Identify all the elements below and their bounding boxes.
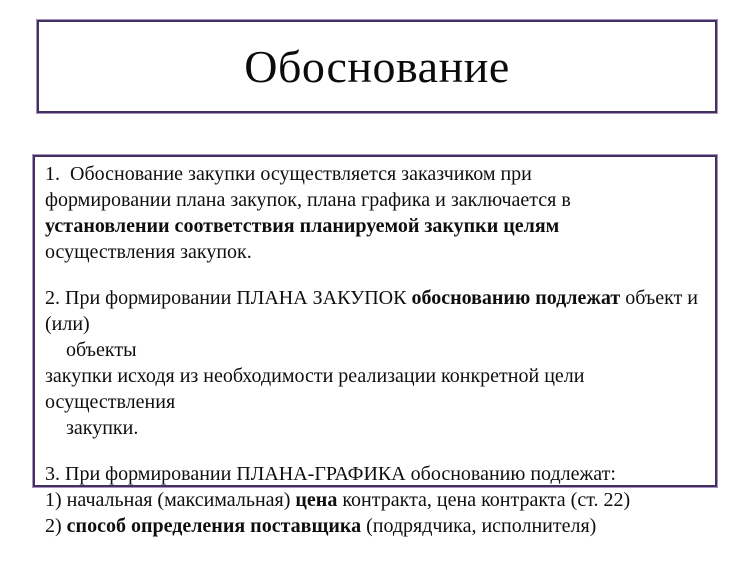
content-box — [33, 155, 717, 537]
text-run-bold: обоснованию подлежат — [411, 287, 621, 309]
text-run: закупки. — [66, 417, 139, 439]
text-run: 2. При формировании ПЛАНА ЗАКУПОК — [45, 287, 412, 309]
text-run: обоснованию подлежат: — [410, 463, 616, 485]
text-line — [45, 239, 703, 265]
paragraph — [45, 161, 703, 265]
text-run-bold: способ определения поставщика — [66, 515, 362, 537]
text-line — [45, 187, 703, 213]
text-line — [45, 161, 703, 187]
text-run: 1. Обоснование закупки осуществляется заказчиком при — [45, 163, 532, 185]
text-run-bold: установлении соответствия планируемой закупки целям — [45, 215, 560, 237]
text-run: формировании плана закупок, плана графика и заключается в — [45, 189, 571, 211]
text-run: объект и (или) — [45, 287, 704, 335]
text-run: осуществления закупок. — [45, 241, 252, 263]
text-run: 3. При формировании ПЛАНА-ГРАФИКА — [45, 463, 411, 485]
text-line — [45, 285, 703, 337]
text-line — [45, 337, 703, 363]
text-line — [45, 213, 703, 239]
slide-title: Обоснование — [244, 41, 510, 92]
text-line — [45, 461, 703, 487]
text-run: (подрядчика, исполнителя) — [361, 515, 597, 537]
text-line — [45, 513, 703, 539]
text-line — [45, 415, 703, 441]
text-run: закупки исходя из необходимости реализации конкретной цели осуществления — [45, 365, 590, 413]
text-run: контракта, цена контракта (ст. 22) — [337, 489, 631, 511]
paragraph — [45, 461, 703, 539]
text-line — [45, 363, 703, 415]
text-line — [45, 487, 703, 513]
text-run-bold: цена — [295, 489, 338, 511]
text-run: 1) начальная (максимальная) — [45, 489, 296, 511]
text-run: 2) — [45, 515, 67, 537]
text-run: объекты — [66, 339, 137, 361]
paragraph — [45, 285, 703, 441]
title-box — [37, 20, 717, 113]
